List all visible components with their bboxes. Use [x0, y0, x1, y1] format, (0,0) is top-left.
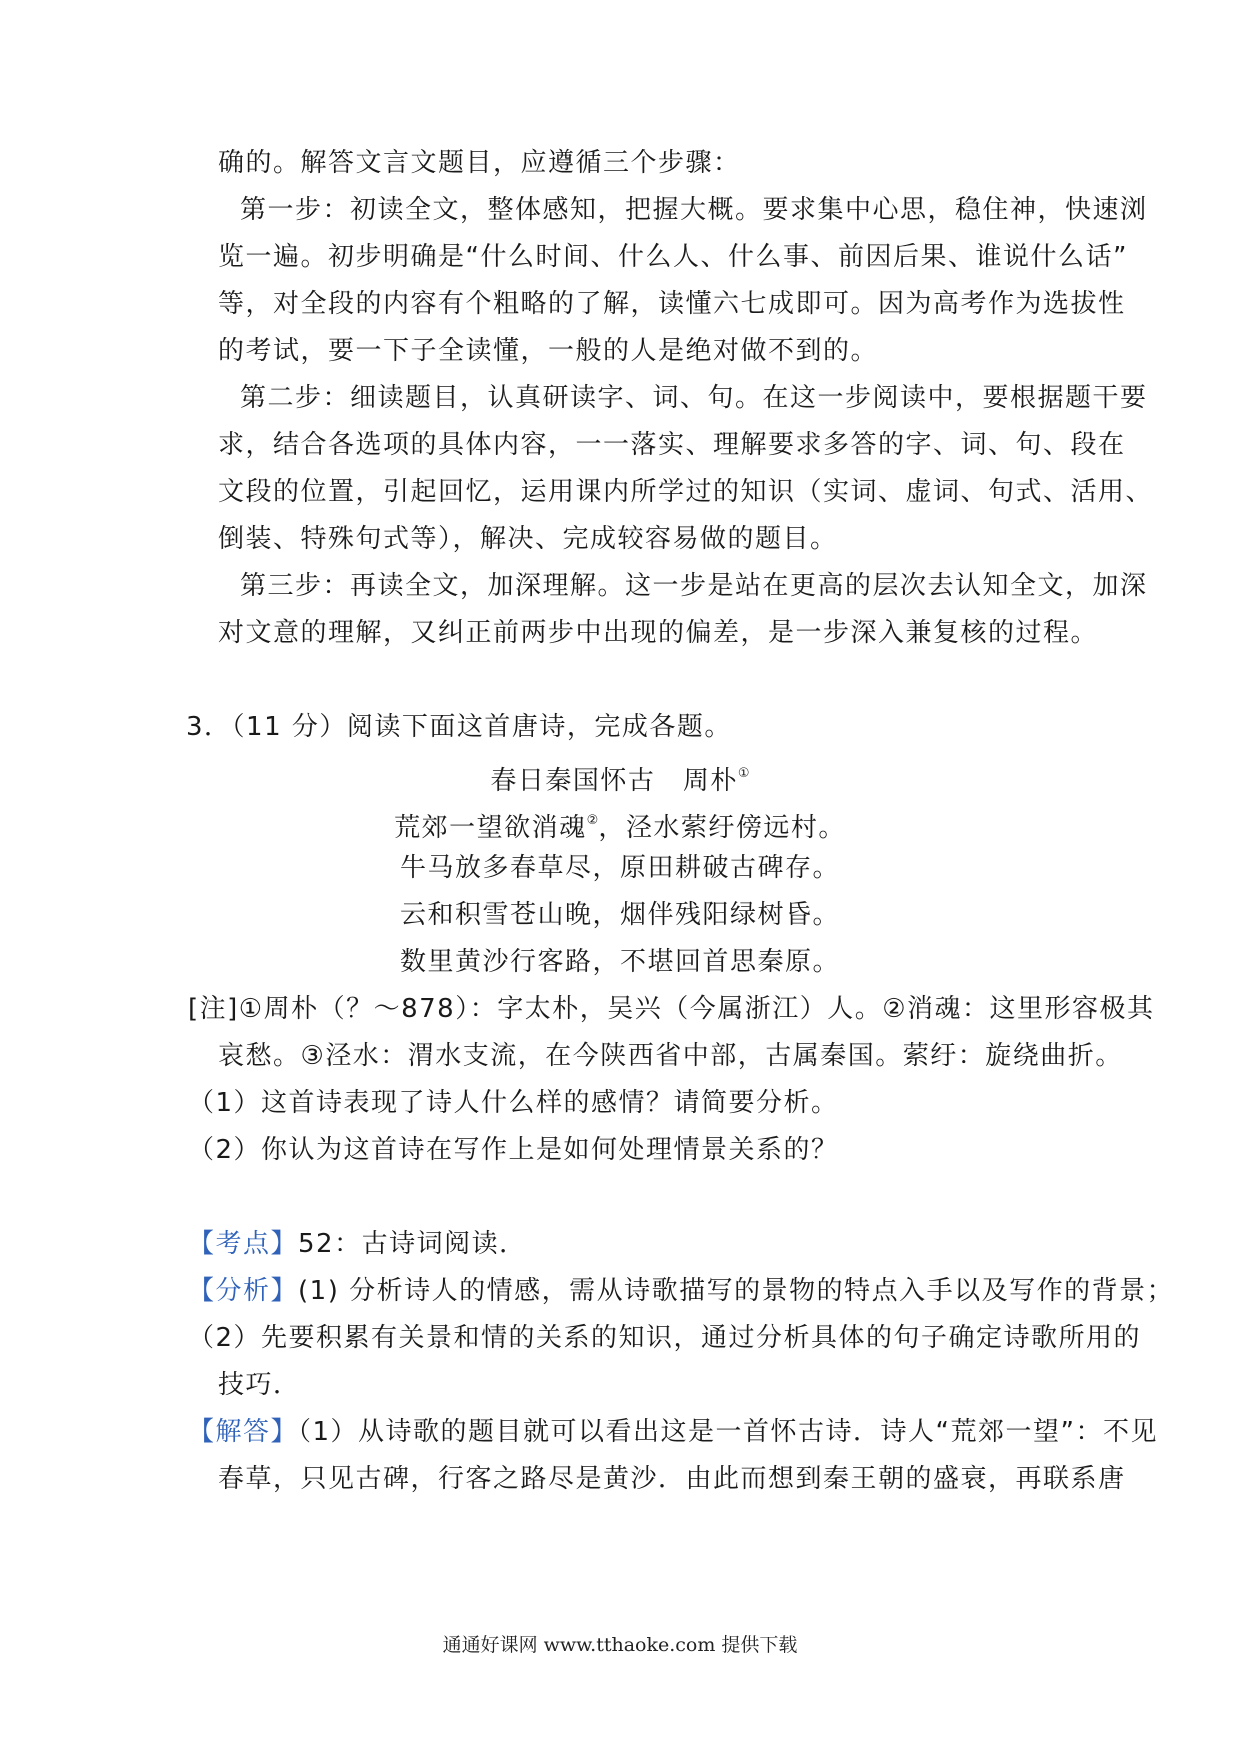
text-line: 第二步：细读题目，认真研读字、词、句。在这一步阅读中，要根据题干要 [240, 383, 1148, 413]
text-line: 览一遍。初步明确是“什么时间、什么人、什么事、前因后果、谁说什么话” [218, 242, 1128, 272]
text-line: 的考试，要一下子全读懂，一般的人是绝对做不到的。 [218, 336, 879, 366]
fenxi-text: (1) 分析诗人的情感，需从诗歌描写的景物的特点入手以及写作的背景； [298, 1276, 1175, 1306]
sub-question: （1）这首诗表现了诗人什么样的感情？请简要分析。 [188, 1088, 839, 1118]
fenxi-label: 【分析】 [188, 1276, 299, 1306]
poem-line: 牛马放多春草尽，原田耕破古碑存。 [399, 853, 840, 883]
page-footer: 通通好课网 www.tthaoke.com 提供下载 [442, 1634, 798, 1656]
kaodian-text: 52：古诗词阅读． [298, 1229, 527, 1259]
text-line: 第一步：初读全文，整体感知，把握大概。要求集中心思，稳住神，快速浏 [240, 195, 1148, 225]
jieda-text: 春草，只见古碑，行客之路尽是黄沙．由此而想到秦王朝的盛衰，再联系唐 [218, 1464, 1126, 1494]
poem-line-text: 荒郊一望欲消魂 [394, 813, 587, 843]
footnote-marker: ② [586, 813, 599, 828]
text-line: 求，结合各选项的具体内容，一一落实、理解要求多答的字、词、句、段在 [218, 430, 1126, 460]
footnote-marker: ① [737, 766, 750, 781]
poem-line [0, 804, 1240, 845]
jieda-row [188, 1415, 1158, 1449]
poem-notes: 哀愁。③泾水：渭水支流，在今陕西省中部，古属秦国。萦纡：旋绕曲折。 [218, 1041, 1123, 1071]
text-line: 对文意的理解，又纠正前两步中出现的偏差，是一步深入兼复核的过程。 [218, 618, 1099, 648]
fenxi-row [188, 1274, 1174, 1308]
jieda-label: 【解答】 [188, 1417, 299, 1447]
poem-notes: [注]①周朴（？～878）：字太朴，吴兴（今属浙江）人。②消魂：这里形容极其 [188, 994, 1155, 1024]
text-line: 确的。解答文言文题目，应遵循三个步骤： [218, 148, 741, 178]
fenxi-text: （2）先要积累有关景和情的关系的知识，通过分析具体的句子确定诗歌所用的 [188, 1323, 1142, 1353]
text-line: 倒装、特殊句式等），解决、完成较容易做的题目。 [218, 524, 838, 554]
kaodian-row [188, 1227, 527, 1261]
kaodian-label: 【考点】 [188, 1229, 299, 1259]
sub-question: （2）你认为这首诗在写作上是如何处理情景关系的？ [188, 1135, 839, 1165]
poem-title [0, 757, 1240, 798]
poem-line: 云和积雪苍山晚，烟伴残阳绿树昏。 [399, 900, 840, 930]
question-heading: 3．（11 分）阅读下面这首唐诗，完成各题。 [186, 712, 732, 742]
fenxi-text: 技巧． [218, 1370, 301, 1400]
poem-title-text: 春日秦国怀古 周朴 [490, 766, 738, 796]
text-line: 第三步：再读全文，加深理解。这一步是站在更高的层次去认知全文，加深 [240, 571, 1148, 601]
text-line: 等，对全段的内容有个粗略的了解，读懂六七成即可。因为高考作为选拔性 [218, 289, 1126, 319]
text-line: 文段的位置，引起回忆，运用课内所学过的知识（实词、虚词、句式、活用、 [218, 477, 1154, 507]
jieda-text: （1）从诗歌的题目就可以看出这是一首怀古诗．诗人“荒郊一望”：不见 [298, 1417, 1158, 1447]
poem-line: 数里黄沙行客路，不堪回首思秦原。 [399, 947, 840, 977]
poem-line-text: ，泾水萦纡傍远村。 [598, 813, 846, 843]
